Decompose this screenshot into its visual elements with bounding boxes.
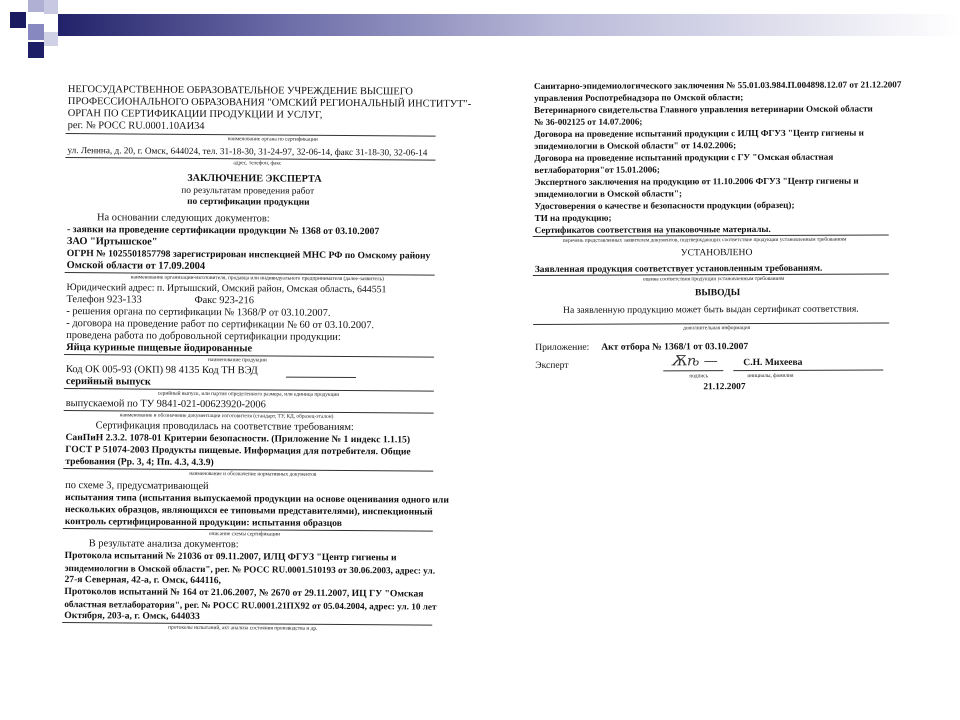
document-line: Сертификатов соответствия на упаковочные материалы. [534, 223, 771, 235]
field-caption: дополнительная информация [683, 325, 751, 332]
decision-line: - решения органа по сертификации № 1368/Р от 03.10.2007. [66, 306, 331, 319]
banner-square [10, 12, 26, 28]
applicant-name: ЗАО "Иртышское" [66, 236, 158, 248]
field-caption: инициалы, фамилия [747, 372, 794, 380]
requirement-line: требования (Рр. 3, 4; Пп. 4.3, 4.3.9) [65, 456, 214, 469]
banner-square [28, 42, 44, 58]
document-line: Договора на проведение испытаний продукции с ГУ "Омская областная [534, 151, 834, 163]
expert-conclusion-page-2 [532, 74, 902, 396]
product-name: Яйца куриные пищевые йодированные [66, 342, 253, 355]
field-caption: протоколы испытаний, акт анализа состояния производства и др. [168, 624, 318, 632]
document-line: № 36-002125 от 14.07.2006; [534, 116, 643, 127]
conclusions-heading: ВЫВОДЫ [694, 287, 741, 299]
banner-square [28, 0, 44, 12]
org-reg-number: рег. № РОСС RU.0001.10АИ34 [67, 120, 205, 132]
scheme-description: нескольких образцов, являющихся ее типовыми представителями), инспекционный [64, 504, 433, 518]
protocol-line: эпидемиологии в Омской области", рег. № РОСС RU.0001.510193 от 30.06.2003, адрес: ул. [64, 563, 436, 576]
field-caption: серийный выпуск, или партия определенного размера, или единица продукции [157, 390, 340, 398]
batch-type: серийный выпуск [65, 376, 151, 388]
document-line: Экспертного заключения на продукцию от 11.10.2006 ФГУЗ "Центр гигиены и [534, 175, 859, 187]
phone: Телефон 923-133 [66, 294, 142, 306]
protocol-line: Протоколов испытаний № 164 от 21.06.2007, № 2670 от 29.11.2007, ИЦ ГУ "Омская [64, 586, 424, 600]
legal-address: Юридический адрес: п. Иртышский, Омский район, Омская область, 644551 [66, 282, 387, 296]
expert-label: Эксперт [535, 359, 569, 371]
document-line: Договора на проведение испытаний продукции с ИЛЦ ФГУЗ "Центр гигиены и [534, 127, 864, 139]
field-caption: наименование органа по сертификации [227, 136, 318, 143]
document-line: эпидемиологии в Омской области"; [534, 188, 682, 199]
document-line: ТИ на продукцию; [534, 212, 612, 223]
requirements-intro: Сертификация проводилась на соответствие требованиям: [95, 420, 354, 434]
field-caption: описание схемы сертификации [208, 531, 281, 538]
title-banner [0, 0, 960, 62]
requirement-line: ГОСТ Р 51074-2003 Продукты пищевые. Информация для потребителя. Общие [65, 444, 411, 458]
expert-name: С.Н. Михеева [743, 356, 803, 369]
sign-date: 21.12.2007 [703, 382, 746, 393]
document-line: Ветеринарного свидетельства Главного управления ветеринарии Омской области [534, 103, 873, 115]
contract-line: - договора на проведение работ по сертификации № 60 от 03.10.2007. [66, 318, 375, 332]
document-subtitle: по результатам проведения работ [181, 185, 315, 197]
banner-square [44, 32, 58, 46]
established-statement: Заявленная продукция соответствует установленным требованиям. [534, 263, 823, 275]
divider [733, 369, 883, 371]
appendix-value: Акт отбора № 1368/1 от 03.10.2007 [601, 341, 749, 353]
divider [663, 370, 723, 371]
applicant-ogrn: ОГРН № 1025501857798 зарегистрирован инспекцией МНС РФ по Омскому району [66, 248, 431, 262]
divider [286, 377, 356, 378]
expert-conclusion-page-1 [58, 80, 472, 632]
protocol-line: 27-я Северная, 42-а, г. Омск, 644116, [64, 574, 222, 587]
appendix-label: Приложение: [535, 341, 590, 353]
voluntary-line: проведена работа по добровольной сертификации продукции: [66, 330, 341, 343]
protocol-line: Протокола испытаний № 21036 от 09.11.2007, ИЛЦ ФГУЗ "Центр гигиены и [64, 550, 397, 564]
document-line: эпидемиологии в Омской области" от 14.02.2006; [534, 140, 737, 151]
produced-by: выпускаемой по ТУ 9841-021-00623920-2006 [65, 398, 266, 411]
field-caption: наименование и обозначение документации изготовителя (стандарт, ТУ, КД, образец-эталон) [119, 412, 334, 420]
banner-square [44, 0, 58, 14]
field-caption: наименование организации-изготовителя, продавца или индивидуального предпринимателя (далее-заявитель) [130, 274, 384, 283]
document-line: управления Роспотребнадзора по Омской области; [534, 92, 744, 103]
scheme-description: контроль сертифицированной продукции: испытания образцов [64, 516, 342, 529]
requirement-line: СанПиН 2.3.2. 1078-01 Критерии безопасности. (Приложение № 1 индекс 1.1.15) [65, 432, 411, 446]
application-line: - заявки на проведение сертификации продукции № 1368 от 03.10.2007 [66, 224, 380, 238]
signature-mark: Ѫѣ — [671, 353, 718, 370]
conclusion-text: На заявленную продукцию может быть выдан сертификат соответствия. [562, 303, 859, 316]
field-caption: оценка соответствия продукции установленным требованиям [642, 275, 785, 283]
protocol-line: областная ветлаборатория", рег. № РОСС RU.0001.21ПХ92 от 05.04.2004, адрес: ул. 10 лет [64, 599, 437, 612]
document-line: ветлаборатория"от 15.01.2006; [534, 164, 660, 175]
product-codes: Код ОК 005-93 (ОКП) 98 4135 Код ТН ВЭД [65, 364, 258, 377]
field-caption: наименование и обозначение нормативных документов [189, 470, 317, 478]
document-line: Удостоверения о качестве и безопасности продукции (образец); [534, 199, 795, 211]
field-caption: адрес, телефон, факс [233, 160, 282, 167]
applicant-ogrn-date: Омской области от 17.09.2004 [66, 260, 206, 273]
banner-gradient-bar [58, 14, 960, 36]
org-line: ПРОФЕССИОНАЛЬНОГО ОБРАЗОВАНИЯ "ОМСКИЙ РЕГИОНАЛЬНЫЙ ИНСТИТУТ"- [67, 96, 472, 110]
scheme-line: по схеме 3, предусматривающей [65, 480, 209, 493]
analysis-heading: В результате анализа документов: [88, 538, 239, 551]
document-line: Санитарно-эпидемиологического заключения № 55.01.03.984.П.004898.12.07 от 21.12.2007 [534, 79, 902, 91]
basis-heading: На основании следующих документов: [97, 212, 270, 225]
org-address: ул. Ленина, д. 20, г. Омск, 644024, тел. 31-18-30, 31-24-97, 32-06-14, факс 31-18-30, 32-06-14 [67, 145, 428, 158]
document-title: ЗАКЛЮЧЕНИЕ ЭКСПЕРТА [187, 172, 322, 185]
org-line: ОРГАН ПО СЕРТИФИКАЦИИ ПРОДУКЦИИ И УСЛУГ, [67, 108, 323, 121]
protocol-line: Октября, 203-а, г. Омск, 644033 [64, 610, 200, 622]
org-line: НЕГОСУДАРСТВЕННОЕ ОБРАЗОВАТЕЛЬНОЕ УЧРЕЖДЕНИЕ ВЫСШЕГО [67, 84, 414, 98]
established-heading: УСТАНОВЛЕНО [680, 247, 753, 259]
field-caption: перечень представленных заявителем документов, подтверждающих соответствие продукции установленным требованиям [562, 236, 847, 244]
fax: Факс 923-216 [194, 294, 254, 307]
field-caption: подпись [689, 373, 709, 380]
document-subtitle: по сертификации продукции [187, 196, 310, 208]
scheme-description: испытания типа (испытания выпускаемой продукции на основе оценивания одного или [65, 492, 449, 506]
banner-square [28, 24, 44, 40]
field-caption: наименование продукции [208, 357, 267, 364]
